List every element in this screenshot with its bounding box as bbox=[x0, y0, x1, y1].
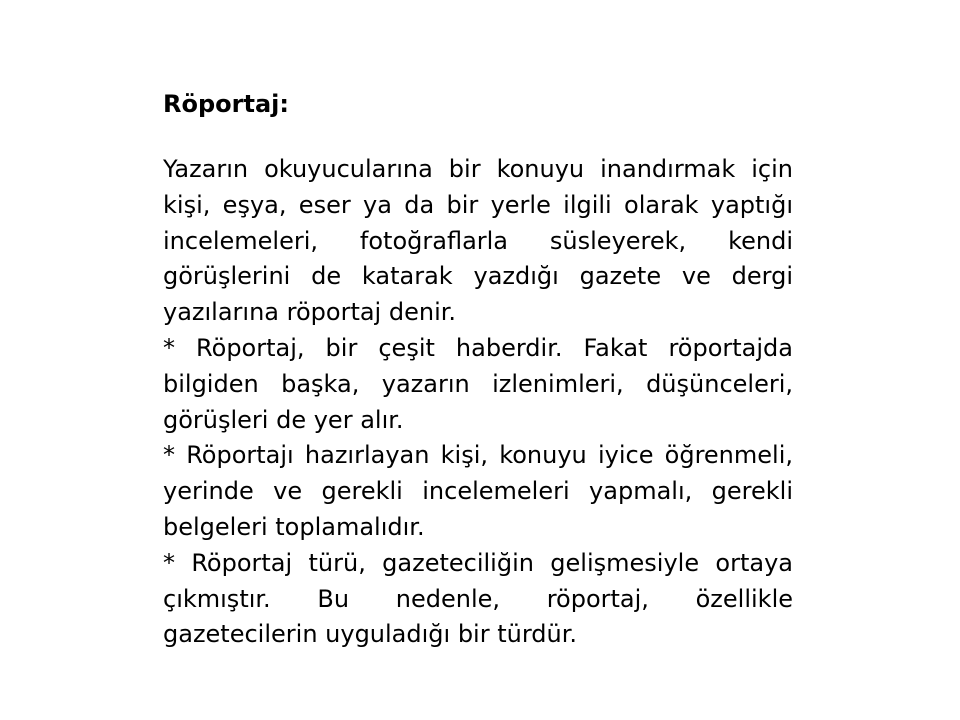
slide-body bbox=[163, 152, 793, 653]
slide-title: Röportaj: bbox=[163, 90, 289, 118]
bullet-paragraph: * Röportajı hazırlayan kişi, konuyu iyice öğrenmeli, yerinde ve gerekli incelemeleri yapmalı, gerekli belgeleri toplamalıdır. bbox=[163, 441, 793, 541]
bullet-paragraph: * Röportaj türü, gazeteciliğin gelişmesiyle ortaya çıkmıştır. Bu nedenle, röportaj, özellikle gazetecilerin uyguladığı bir türdür. bbox=[163, 548, 793, 649]
bullet-paragraph: * Röportaj, bir çeşit haberdir. Fakat röportajda bilgiden başka, yazarın izlenimleri, düşünceleri, görüşleri de yer alır. bbox=[163, 333, 793, 434]
definition-paragraph: Yazarın okuyucularına bir konuyu inandırmak için kişi, eşya, eser ya da bir yerle ilgili olarak yaptığı incelemeleri, fotoğraflarla süsleyerek, kendi görüşlerini de katarak yazdığı gazete ve dergi yazılarına röportaj denir. bbox=[163, 155, 793, 327]
